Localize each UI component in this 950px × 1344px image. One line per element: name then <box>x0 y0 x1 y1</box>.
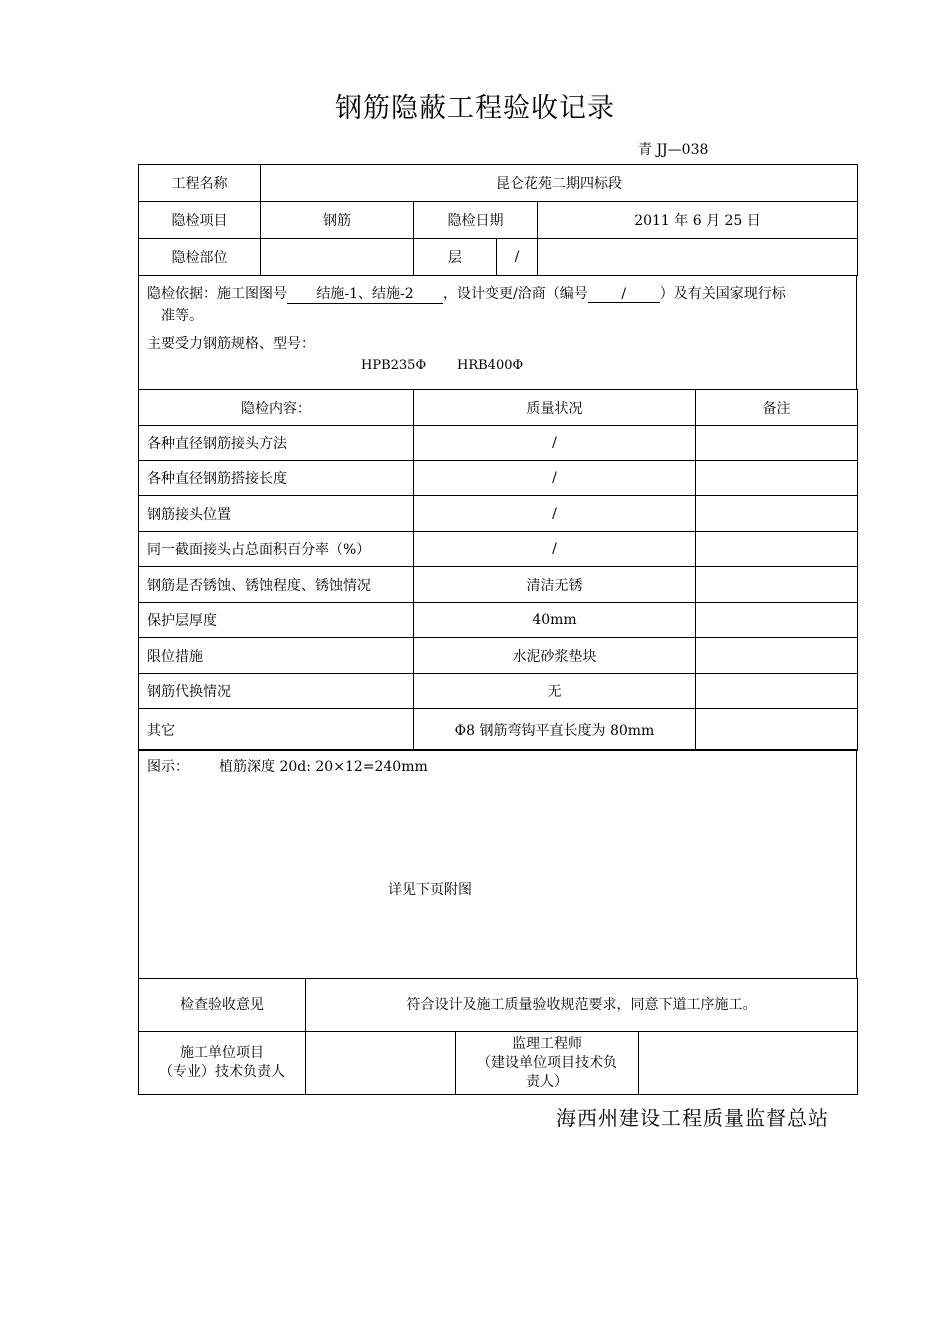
floor-value: / <box>497 239 538 276</box>
table-row <box>139 426 858 461</box>
item-value: 钢筋 <box>261 202 414 239</box>
row-item: 各种直径钢筋接头方法 <box>139 426 414 461</box>
basis-suffix: ）及有关国家现行标 <box>659 286 786 302</box>
row-status: Φ8 钢筋弯钩平直长度为 80mm <box>414 709 696 751</box>
table-row <box>139 461 858 496</box>
row-status: / <box>414 461 696 496</box>
inspection-basis <box>138 275 857 390</box>
basis-line <box>147 283 786 304</box>
row-remark <box>696 426 858 461</box>
approval-table <box>138 978 858 1095</box>
row-remark <box>696 532 858 567</box>
row-status: 40mm <box>414 603 696 638</box>
supervisor-label-line-3: 责人） <box>526 1073 568 1090</box>
row-item: 同一截面接头占总面积百分率（%） <box>139 532 414 567</box>
row-remark <box>696 603 858 638</box>
page-title: 钢筋隐蔽工程验收记录 <box>335 93 615 124</box>
row-item: 钢筋是否锈蚀、锈蚀程度、锈蚀情况 <box>139 567 414 603</box>
row-status: / <box>414 426 696 461</box>
row-item: 保护层厚度 <box>139 603 414 638</box>
rebar-spec-2: HRB400Φ <box>457 358 524 373</box>
contractor-signature <box>306 1032 456 1095</box>
header-table <box>138 164 858 276</box>
see-attached-note: 详见下页附图 <box>388 882 472 898</box>
item-label: 隐检项目 <box>139 202 261 239</box>
header-remark: 备注 <box>696 390 858 426</box>
opinion-label: 检查验收意见 <box>139 979 306 1032</box>
table-row <box>139 638 858 674</box>
row-remark <box>696 674 858 709</box>
issuing-authority: 海西州建设工程质量监督总站 <box>556 1106 829 1130</box>
inspection-header-row <box>139 390 858 426</box>
contractor-label-line-1: 施工单位项目 <box>180 1045 264 1061</box>
row-status: 水泥砂浆垫块 <box>414 638 696 674</box>
row-status: 无 <box>414 674 696 709</box>
table-row <box>139 603 858 638</box>
row-remark <box>696 567 858 603</box>
location-extra <box>538 239 858 276</box>
change-number: / <box>588 286 660 303</box>
location-label: 隐检部位 <box>139 239 261 276</box>
basis-prefix: 隐检依据：施工图图号 <box>147 286 287 302</box>
table-row <box>139 532 858 567</box>
form-code: 青 JJ—038 <box>638 142 709 158</box>
supervisor-signature <box>639 1032 858 1095</box>
table-row <box>139 674 858 709</box>
drawing-number: 结施-1、结施-2 <box>287 283 443 304</box>
inspection-table <box>138 389 858 751</box>
row-item: 钢筋代换情况 <box>139 674 414 709</box>
floor-label: 层 <box>414 239 497 276</box>
row-remark <box>696 709 858 751</box>
diagram-label: 图示： <box>147 759 189 775</box>
date-value: 2011 年 6 月 25 日 <box>538 202 858 239</box>
table-row <box>139 496 858 532</box>
table-row <box>139 567 858 603</box>
row-item: 各种直径钢筋搭接长度 <box>139 461 414 496</box>
basis-wrap: 准等。 <box>161 308 203 324</box>
contractor-signature-label <box>139 1032 306 1095</box>
supervisor-label-line-2: （建设单位项目技术负 <box>477 1054 617 1071</box>
row-status: 清洁无锈 <box>414 567 696 603</box>
header-quality: 质量状况 <box>414 390 696 426</box>
row-status: / <box>414 532 696 567</box>
row-remark <box>696 461 858 496</box>
diagram-area <box>138 749 857 979</box>
row-status: / <box>414 496 696 532</box>
contractor-label-line-2: （专业）技术负责人 <box>159 1064 285 1080</box>
location-value <box>261 239 414 276</box>
supervisor-label-line-1: 监理工程师 <box>512 1035 582 1052</box>
date-label: 隐检日期 <box>414 202 538 239</box>
basis-middle: ，设计变更/洽商（编号 <box>443 286 588 302</box>
table-row <box>139 709 858 751</box>
rebar-spec-label: 主要受力钢筋规格、型号： <box>147 336 315 352</box>
row-item: 钢筋接头位置 <box>139 496 414 532</box>
rebar-spec-1: HPB235Φ <box>361 358 427 373</box>
row-remark <box>696 638 858 674</box>
row-item: 其它 <box>139 709 414 751</box>
row-remark <box>696 496 858 532</box>
supervisor-signature-label <box>456 1032 639 1095</box>
opinion-text: 符合设计及施工质量验收规范要求，同意下道工序施工。 <box>306 979 858 1032</box>
row-item: 限位措施 <box>139 638 414 674</box>
header-content: 隐检内容： <box>139 390 414 426</box>
project-name-value: 昆仑花苑二期四标段 <box>261 165 858 202</box>
project-name-label: 工程名称 <box>139 165 261 202</box>
diagram-note: 植筋深度 20d: 20×12=240mm <box>219 759 428 775</box>
